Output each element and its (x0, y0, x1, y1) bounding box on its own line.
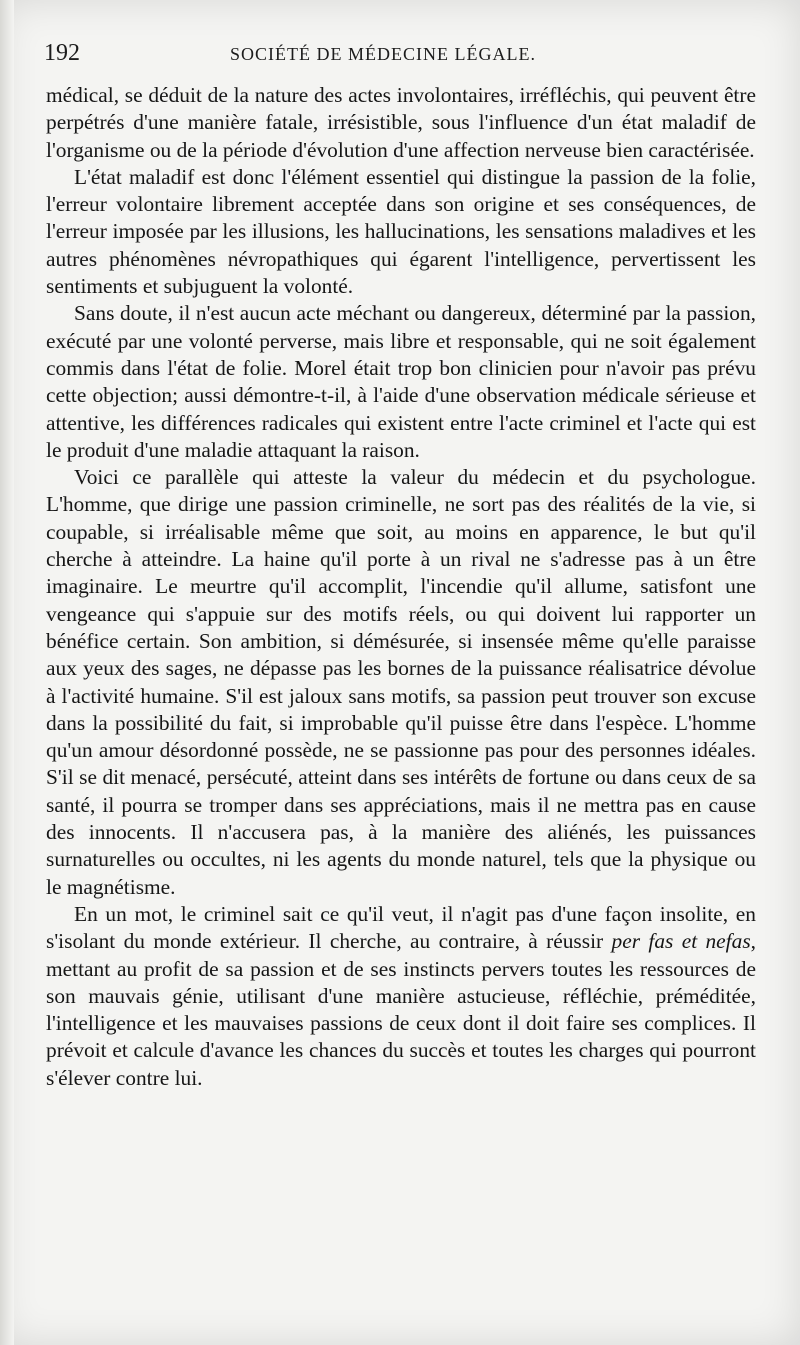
paragraph-4: Voici ce parallèle qui atteste la valeur du médecin et du psychologue. L'homme, que dirige une passion criminelle, ne sort pas des réalités de la vie, si coupable, si irréalisable même que soit, au moins en apparence, le but qu'il cherche à atteindre. La haine qu'il porte à un rival ne s'adresse pas à un être imaginaire. Le meurtre qu'il accomplit, l'incendie qu'il allume, satisfont une vengeance qui s'appuie sur des motifs réels, ou qui doivent lui rapporter un bénéfice certain. Son ambition, si démésurée, si insensée même qu'elle paraisse aux yeux des sages, ne dépasse pas les bornes de la puissance réalisatrice dévolue à l'activité humaine. S'il est jaloux sans motifs, sa passion peut trouver son excuse dans la possibilité du fait, si improbable qu'il puisse être dans l'espèce. L'homme qu'un amour désordonné possède, ne se passionne pas pour des personnes idéales. S'il se dit menacé, persécuté, atteint dans ses intérêts de fortune ou dans ceux de sa santé, il pourra se tromper dans ses appréciations, mais il ne mettra pas en cause des innocents. Il n'accusera pas, à la manière des aliénés, les puissances surnaturelles ou occultes, ni les agents du monde naturel, tels que la physique ou le magnétisme. (46, 465, 756, 899)
paragraph-5-part-2: , mettant au profit de sa passion et de ses instincts pervers toutes les ressources de son mauvais génie, utilisant d'une manière astucieuse, réfléchie, préméditée, l'intelligence et les mauvaises passions de ceux dont il doit faire ses complices. Il prévoit et calcule d'avance les chances du succès et toutes les charges qui pourront s'élever contre lui. (46, 929, 757, 1090)
paragraph-5-part-1: En un mot, le criminel sait ce qu'il veut, il n'agit pas d'une façon insolite, en s'isolant du monde extérieur. Il cherche, au contraire, à réussir (46, 901, 756, 954)
paragraph-5 (46, 901, 756, 1092)
paragraph-1: médical, se déduit de la nature des actes involontaires, irréfléchis, qui peuvent être perpétrés d'une manière fatale, irrésistible, sous l'influence d'un état maladif de l'organisme ou de la période d'évolution d'une affection nerveuse bien caractérisée. (46, 83, 756, 162)
paragraph-2: L'état maladif est donc l'élément essentiel qui distingue la passion de la folie, l'erreur volontaire librement acceptée dans son origine et ses conséquences, de l'erreur imposée par les illusions, les hallucinations, les sensations maladives et les autres phénomènes névropathiques qui égarent l'intelligence, pervertissent les sentiments et subjuguent la volonté. (46, 164, 756, 299)
page-binding-edge (0, 0, 14, 1345)
page-number: 192 (44, 40, 80, 66)
running-head: SOCIÉTÉ DE MÉDECINE LÉGALE. (230, 44, 536, 64)
paragraph-3: Sans doute, il n'est aucun acte méchant ou dangereux, déterminé par la passion, exécuté par une volonté perverse, mais libre et responsable, qui ne soit également commis dans l'état de folie. Morel était trop bon clinicien pour n'avoir pas prévu cette objection; aussi démontre-t-il, à l'aide d'une observation médicale sérieuse et attentive, les différences radicales qui existent entre l'acte criminel et l'acte qui est le produit d'une maladie attaquant la raison. (46, 301, 756, 462)
body-text (46, 82, 756, 1092)
page-header (44, 40, 764, 74)
latin-phrase: per fas et nefas (611, 929, 751, 954)
